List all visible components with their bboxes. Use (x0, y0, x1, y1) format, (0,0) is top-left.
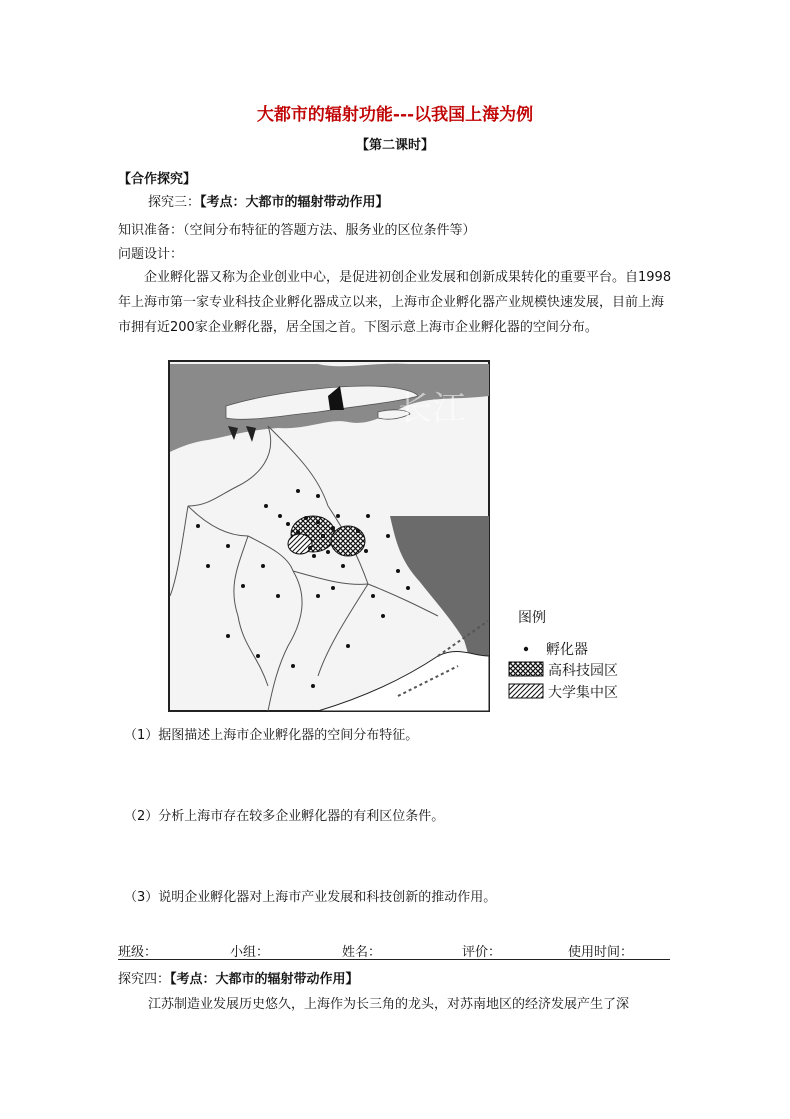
info-group-label: 小组： (230, 945, 270, 960)
page-subtitle: 【第二课时】 (355, 138, 434, 153)
question-1: （1）据图描述上海市企业孵化器的空间分布特征。 (124, 728, 419, 743)
inquiry3-label: 探究三： (148, 195, 201, 210)
incubator-map (168, 356, 630, 714)
question-2: （2）分析上海市存在较多企业孵化器的有利区位条件。 (124, 809, 445, 824)
legend-dot-symbol (524, 647, 528, 651)
info-class-label: 班级： (118, 945, 158, 960)
info-time-label: 使用时间： (568, 945, 634, 960)
intro-paragraph: 企业孵化器又称为企业创业中心，是促进初创企业发展和创新成果转化的重要平台。自1998年上海市第一家专业科技企业孵化器成立以来，上海市企业孵化器产业规模快速发展，目前上海市拥有近200家企业孵化器，居全国之首。下图示意上海市企业孵化器的空间分布。 (118, 270, 672, 335)
legend-crosshatch-symbol (509, 662, 543, 676)
section-heading: 【合作探究】 (118, 172, 197, 187)
inquiry3-topic: 【考点：大都市的辐射带动作用】 (200, 195, 389, 210)
info-eval-label: 评价： (462, 945, 502, 960)
university-zone (288, 534, 312, 554)
inquiry4-text: 江苏制造业发展历史悠久，上海作为长三角的龙头，对苏南地区的经济发展产生了深 (148, 997, 630, 1012)
problem-design: 问题设计： (118, 247, 184, 262)
legend-item-university: 大学集中区 (548, 685, 618, 701)
incubator-map-figure (168, 356, 630, 714)
legend-item-incubator: 孵化器 (546, 642, 588, 658)
inquiry4-line (118, 968, 359, 987)
map-legend (509, 610, 618, 701)
prep-knowledge: 知识准备：（空间分布特征的答题方法、服务业的区位条件等） (118, 223, 476, 238)
question-3: （3）说明企业孵化器对上海市产业发展和科技创新的推动作用。 (124, 890, 497, 905)
legend-title: 图例 (518, 610, 546, 626)
info-name-label: 姓名： (342, 945, 382, 960)
inquiry3-line (148, 191, 389, 210)
page-title: 大都市的辐射功能---以我国上海为例 (256, 105, 534, 125)
legend-item-hitech: 高科技园区 (548, 663, 618, 679)
map-watermark: 长江 (398, 389, 466, 429)
inquiry4-topic: 【考点：大都市的辐射带动作用】 (170, 972, 359, 987)
student-info-line (118, 941, 670, 960)
inquiry4-label: 探究四： (118, 972, 171, 987)
legend-diagonal-symbol (509, 684, 543, 698)
